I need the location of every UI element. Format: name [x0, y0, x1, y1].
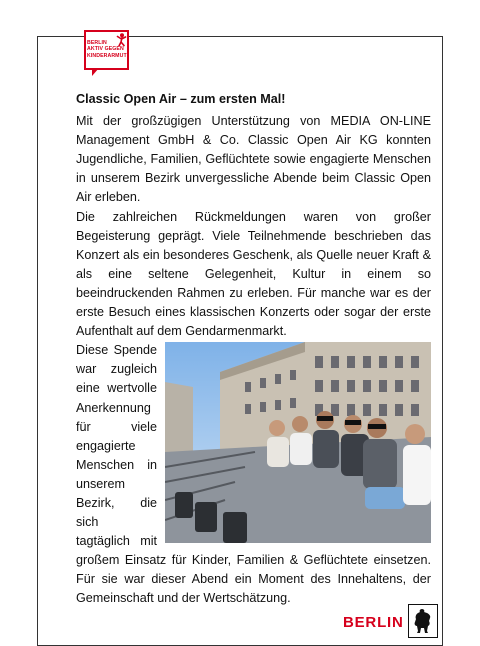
child-figure-icon: [116, 33, 127, 47]
logo-line-3: KINDERARMUT: [87, 52, 127, 59]
logo-line-2: AKTIV GEGEN: [87, 46, 124, 53]
side-line: eine wertvolle: [76, 381, 157, 396]
article: [76, 86, 431, 609]
paragraph-3-rest: großem Einsatz für Kinder, Familien & Geflüchtete einsetzen. Für sie war dieser Abend ein Moment des Innehaltens, der Gemeinschaft und der Wertschätzung.: [76, 553, 431, 606]
side-line: engagierte: [76, 438, 136, 453]
side-line: tagtäglich mit: [76, 534, 157, 549]
paragraph-2: Die zahlreichen Rückmeldungen waren von großer Begeisterung geprägt. Viele Teilnehmende beschrieben das Konzert als ein besonderes Geschenk, als Quelle neuer Kraft & als eine seltene Gelegenheit, Kultur in einem so beeindruckenden Rahmen zu erleben. Für manche war es der erste Besuch eines klassischen Konzerts oder sogar der erste Aufenthalt auf dem Gendarmenmarkt.: [76, 209, 431, 339]
photo-illustration: [165, 342, 431, 543]
side-line: unserem: [76, 476, 125, 491]
concert-audience-photo: [165, 342, 431, 543]
side-line: Menschen in: [76, 457, 157, 472]
berlin-aktiv-gegen-kinderarmut-logo: [84, 30, 131, 77]
side-line: sich: [76, 515, 99, 530]
berlin-brand-text: BERLIN: [343, 614, 404, 631]
article-title: Classic Open Air – zum ersten Mal!: [76, 92, 286, 106]
paragraph-1: Mit der großzügigen Unterstützung von MEDIA ON-LINE Management GmbH & Co. Classic Open Air KG konnten Jugendliche, Familien, Geflüchtete sowie engagierte Menschen in unserem Bezirk unvergessliche Abende beim Classic Open Air erleben.: [76, 114, 431, 205]
side-line: war zugleich: [76, 362, 157, 377]
side-line: Bezirk, die: [76, 495, 157, 510]
side-line: Anerkennung: [76, 400, 151, 415]
logo-line-1: BERLIN: [87, 40, 107, 46]
side-line: Diese Spende: [76, 343, 157, 358]
photo-block: [76, 341, 431, 608]
berlin-bear-icon: [408, 604, 438, 638]
side-line: für viele: [76, 419, 157, 434]
logo-speech-tail: [92, 68, 99, 76]
